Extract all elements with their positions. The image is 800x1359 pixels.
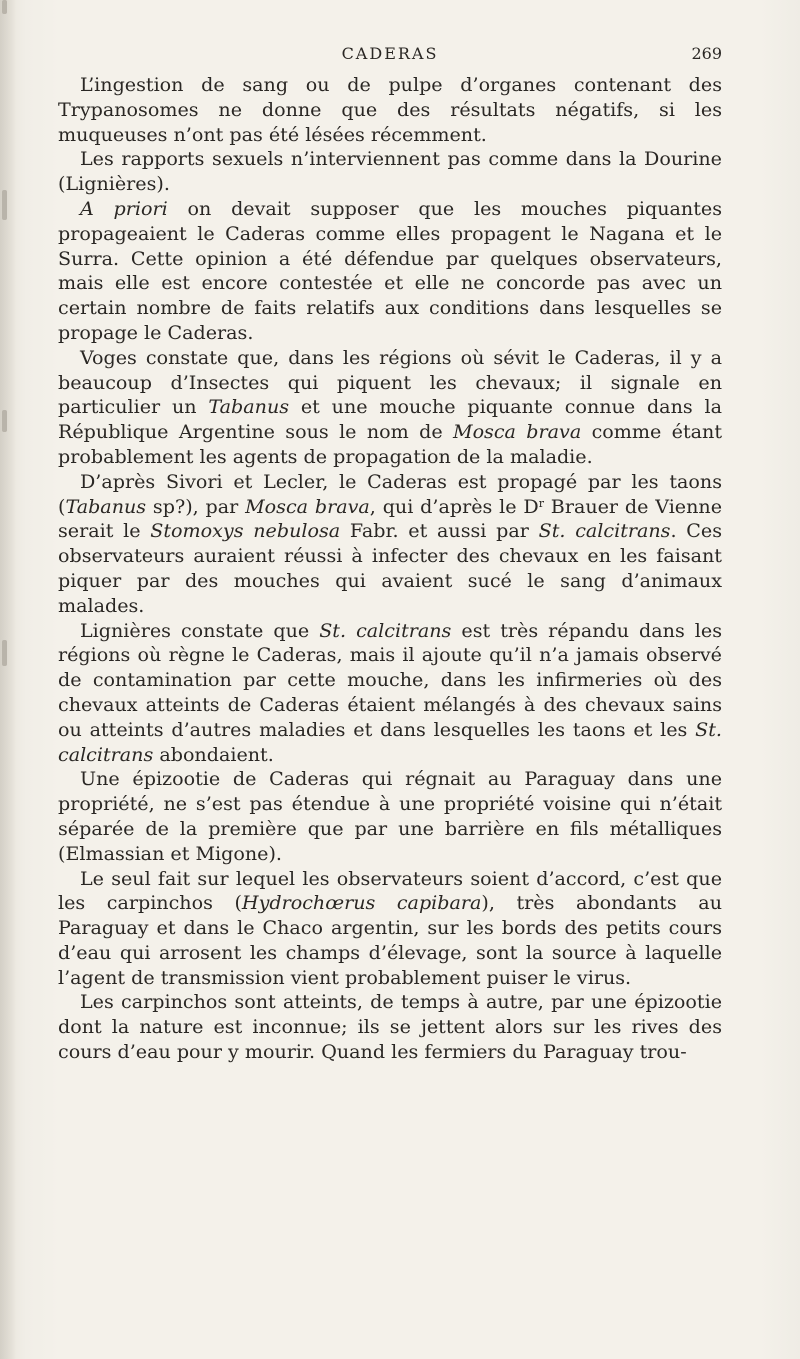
paragraph [58, 767, 722, 866]
species-name: Tabanus [65, 494, 147, 518]
paragraph [58, 346, 722, 470]
text-run: abondaient. [153, 742, 274, 766]
text-run: et une mouche piquante connue dans la République Argentine sous le nom de [58, 395, 722, 444]
text-run: sp?), par [146, 494, 246, 518]
species-name: St. calcitrans [538, 519, 671, 543]
running-title: CADERAS [341, 44, 439, 63]
text-run: Brauer de Vienne serait le [58, 494, 723, 543]
species-name: St. calcitrans [58, 717, 722, 766]
page-number: 269 [691, 44, 722, 63]
text-run: comme étant probablement les agents de propagation de la maladie. [58, 420, 722, 468]
text-run: est très répandu dans les régions où règne le Caderas, mais il ajoute qu’il n’a jamais observé de contamination par cette mouche, dans les infirmeries où des chevaux atteints de Caderas étaient mélangés à des chevaux sains ou atteints d’autres maladies et dans lesquelles les taons et les [58, 618, 723, 741]
binding-mark [2, 0, 7, 14]
text-run: . Ces observateurs auraient réussi à infecter des chevaux en les faisant piquer par des mouches qui avaient sucé le sang d’animaux malades. [58, 519, 723, 617]
species-name: Hydrochœrus capibara [241, 891, 482, 915]
binding-mark [2, 640, 7, 666]
text-run: , qui d’après le D [369, 494, 539, 518]
text-run: ), très abondants au Paraguay et dans le Chaco argentin, sur les bords des petits cours d’eau qui arrosent les champs d’élevage, sont la source à laquelle l’agent de transmission vient probablement puiser le virus. [58, 891, 722, 989]
paragraph [58, 470, 722, 619]
text-run: L’ingestion de sang ou de pulpe d’organes contenant des Trypanosomes ne donne que des résultats négatifs, si les muqueuses n’ont pas été lésées récemment. [58, 73, 722, 146]
species-name: Stomoxys nebulosa [150, 519, 341, 543]
species-name: St. calcitrans [319, 618, 452, 642]
species-name: Mosca brava [245, 494, 370, 518]
text-run: Le seul fait sur lequel les observateurs soient d’accord, c’est que les carpinchos ( [58, 866, 722, 915]
paragraph [58, 990, 722, 1064]
text-run: on devait supposer que les mouches piquantes propageaient le Caderas comme elles propagent le Nagana et le Surra. Cette opinion a été défendue par quelques observateurs, mais elle est encore contestée et elle ne concorde pas avec un certain nombre de faits relatifs aux conditions dans lesquelles se propage le Caderas. [58, 196, 722, 344]
binding-mark [2, 190, 7, 220]
binding-mark [2, 410, 7, 432]
species-name: Tabanus [208, 395, 290, 419]
running-header [58, 44, 722, 70]
body-text [58, 73, 722, 1065]
species-name: Mosca brava [453, 420, 582, 444]
paragraph [58, 619, 722, 768]
paragraph [58, 197, 722, 346]
paragraph [58, 867, 722, 991]
text-run: Lignières constate que [80, 618, 320, 642]
paragraph [58, 147, 722, 197]
text-run: Une épizootie de Caderas qui régnait au Paraguay dans une propriété, ne s’est pas étendue à une propriété voisine qui n’était séparée de la première que par une barrière en fils métalliques (Elmassian et Migone). [58, 767, 722, 865]
text-run: Les rapports sexuels n’interviennent pas comme dans la Dourine (Lignières). [58, 147, 722, 196]
italic-phrase: A priori [80, 196, 168, 220]
page-binding-edge [0, 0, 16, 1359]
superscript: r [538, 496, 544, 510]
text-run: Fabr. et aussi par [340, 519, 539, 543]
text-run: D’après Sivori et Lecler, le Caderas est propagé par les taons ( [58, 469, 722, 518]
text-run: Les carpinchos sont atteints, de temps à autre, par une épizootie dont la nature est inconnue; ils se jettent alors sur les rives des cours d’eau pour y mourir. Quand les fermiers du Paraguay trou- [58, 990, 722, 1064]
paragraph [58, 73, 722, 147]
text-run: Voges constate que, dans les régions où sévit le Caderas, il y a beaucoup d’Insectes qui piquent les chevaux; il signale en particulier un [58, 345, 722, 419]
